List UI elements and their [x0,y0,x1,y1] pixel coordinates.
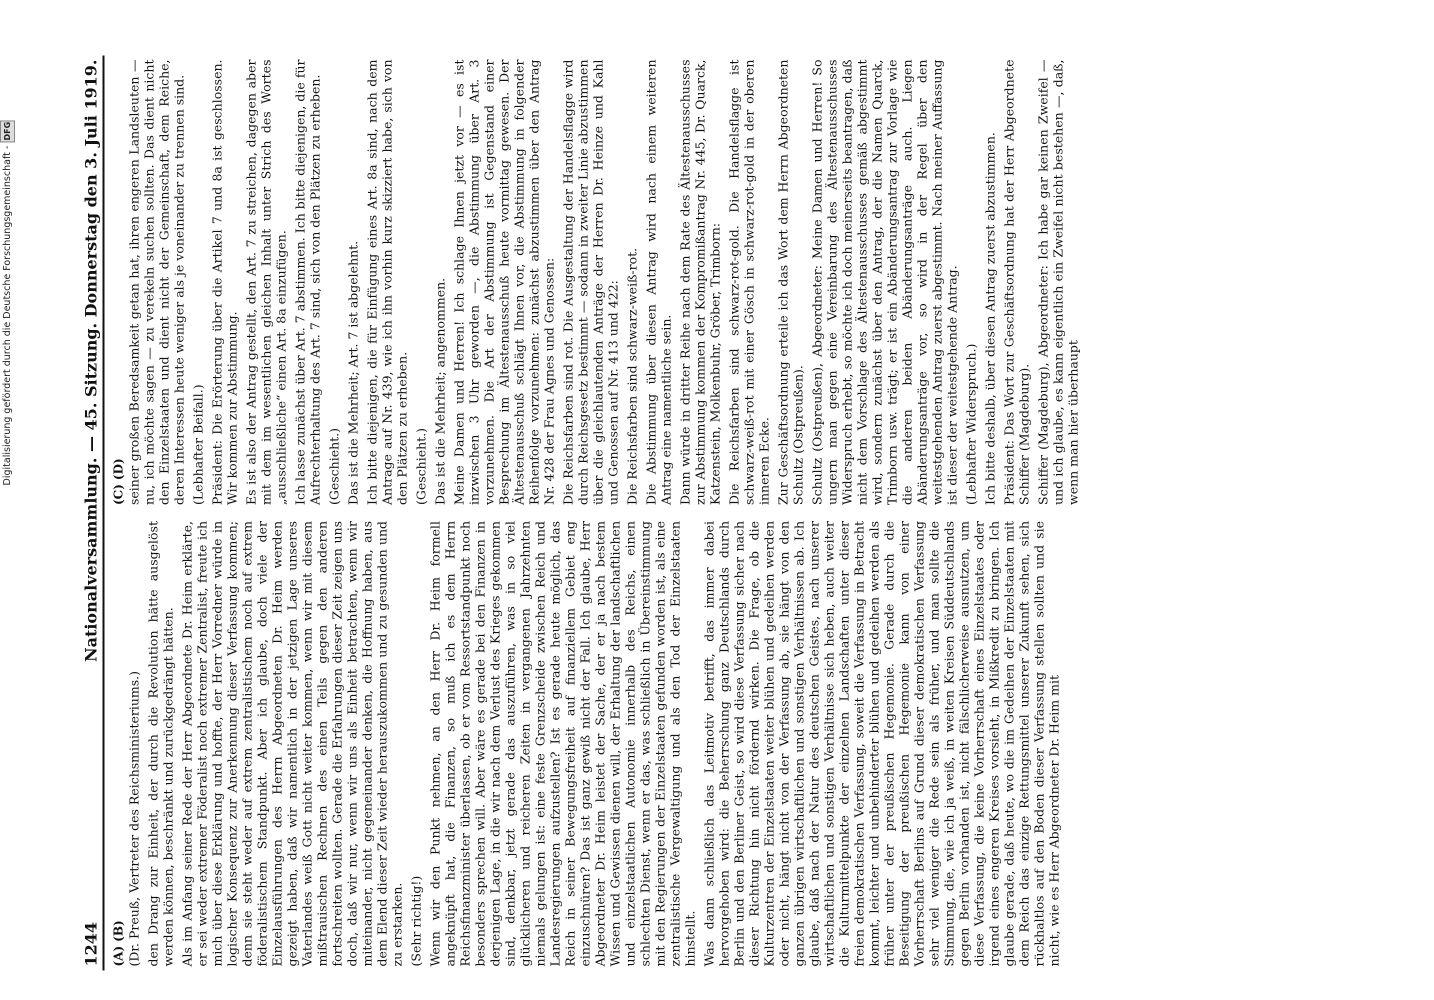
dfg-logo: DFG [0,120,15,143]
paragraph: Die Abstimmung über diesen Antrag wird nach einem weiteren Antrag eine namentliche sein. [643,59,674,505]
paragraph: Ich bitte deshalb, über diesen Antrag zuerst abzustimmen. [982,132,998,505]
margin-marker-d: (D) [111,458,126,481]
paragraph: Ich bitte diejenigen, die für Einfügung eines Art. 8a sind, nach dem Antrage auf Nr. 439, wie ich ihn vorhin kurz skizziert habe, sich von den Plätzen zu erheben. [364,59,410,505]
paragraph: Die Reichsfarben sind rot. Die Ausgestaltung der Handelsflagge wird durch Reichsgesetz bestimmt — sodann in zweiter Linie abzustimmen über die gleichlautenden Anträge der Herren Dr. Heinze und Kahl und Genossen auf Nr. 413 und 422: [560,59,621,505]
paragraph: (Geschieht.) [413,427,429,505]
rotated-page-area [80,55,1290,970]
paragraph: Das ist die Mehrheit; angenommen. [432,277,448,505]
paragraph: (Geschieht.) [326,427,342,505]
page-header [80,56,105,971]
paragraph: Als im Anfang seiner Rede der Herr Abgeordnete Dr. Heim erklärte, er sei weder extremer Föderalist noch extremer Zentralist, freute ich mich über diese Erklärung und hoffte, der Herr Vorredner würde in logischer Konsequenz zur Anerkennung dieser Verfassung kommen; denn sie steht weder auf extrem zentralistischem noch auf extrem föderalistischem Standpunkt. Aber ich glaube, doch viele der Einzelausführungen des Herrn Abgeordneten Dr. Heim werden gezeigt haben, daß wir namentlich in der jetzigen Lage unseres Vaterlandes weiß Gott nicht weiter kommen, wenn wir mit diesem mißtrauischen Rechnen des einen Teils gegen den anderen fortschreiten wollten. Gerade die Erfahrungen dieser Zeit zeigen uns doch, daß wir nur, wenn wir uns als Einheit betrachten, wenn wir miteinander, nicht gegeneinander denken, die Hoffnung haben, aus dem Elend dieser Zeit wieder herauszukommen und zu gesunden und zu erstarken. [179,521,405,967]
paragraph: (Lebhafter Widerspruch.) [963,343,979,505]
paragraph: Schultz (Ostpreußen), Abgeordneter: Meine Damen und Herren! So ungern man gegen eine Vereinbarung des Ältestenausschusses Widerspruch erhebt, so möchte ich doch meinerseits beantragen, daß nicht dem Vorschlage des Ältestenausschusses gemäß abgestimmt wird, sondern zunächst über den Antrag, der die Namen Quarck, Trimborn usw. trägt; er ist ein Abänderungsantrag zur Vorlage wie die anderen beiden Abänderungsanträge auch. Liegen Abänderungsanträge vor, so wird in der Regel über den weitestgehenden Antrag zuerst abgestimmt. Nach meiner Auffassung ist dieser der weitestgehende Antrag. [809,59,960,505]
margin-marker-b: (B) [111,920,126,942]
left-column [111,521,1085,967]
digitization-footer [2,120,13,485]
right-column [111,60,1085,506]
paragraph: Schiffer (Magdeburg), Abgeordneter: Ich habe gar keinen Zweifel — und ich glaube, es kann eigentlich ein Zweifel nicht bestehen —, daß, wenn man hier überhaupt [1035,59,1081,505]
paragraph: Wenn wir den Punkt nehmen, an den Herr Dr. Heim formell angeknüpft hat, die Finanzen, so muß ich es dem Herrn Reichsfinanzminister überlassen, ob er vom Ressortstandpunkt noch besonders sprechen will. Aber wäre es gerade bei den Finanzen in derjenigen Lage, in die wir nach dem Verlust des Krieges gekommen sind, denkbar, jetzt gerade das auszuführen, was in so viel glücklicheren und reicheren Zeiten in vergangenen Jahrzehnten niemals gelungen ist: eine feste Grenzscheide zwischen Reich und Landesregierungen aufzustellen? Ist es gerade heute möglich, das Reich in seiner Bewegungsfreiheit auf finanziellem Gebiet eng einzuschnüren? Das ist ganz gewiß nicht der Fall. Ich glaube, Herr Abgeordneter Dr. Heim leistet der Sache, der er ja nach bestem Wissen und Gewissen dienen will, der Erhaltung der landschaftlichen und einzelstaatlichen Autonomie innerhalb des Reichs, einen schlechten Dienst, wenn er das, was schließlich in Übereinstimmung mit den Regierungen der Einzelstaaten gefunden worden ist, als eine zentralistische Vergewaltigung und als den Tod der Einzelstaaten hinstellt. [427,521,698,967]
paragraph: Präsident: Die Erörterung über die Artikel 7 und 8a ist geschlossen. Wir kommen zur Abstimmung. [209,59,240,505]
paragraph: seiner großen Beredsamkeit getan hat, ihren engeren Landsleuten — nu, ich möchte sagen — zu verekeln suchen sollten. Das dient nicht den Einzelstaaten und dient nicht der Gemeinschaft, dem Reiche, deren Interessen heute weniger als je voneinander zu trennen sind. [126,59,187,505]
margin-marker-a: (A) [111,945,126,967]
paragraph: den Drang zur Einheit, der durch die Revolution hätte ausgelöst werden können, beschränkt und zurückgedrängt hätten. [145,521,176,967]
paragraph: Was dann schließlich das Leitmotiv betrifft, das immer dabei hervorgehoben wird: die Beherrschung ganz Deutschlands durch Berlin und den Berliner Geist, so wird diese Verfassung sicher nach dieser Richtung hin nicht fördernd wirken. Die Frage, ob die Kulturzentren der Einzelstaaten weiter blühen und gedeihen werden oder nicht, hängt nicht von der Verfassung ab, sie hängt von den ganzen übrigen wirtschaftlichen und sonstigen Verhältnissen ab. Ich glaube, daß nach der Natur des deutschen Geistes, nach unserer wirtschaftlichen und sonstigen Verhältnisse sich heben, auch weiter die Kulturmittelpunkte der einzelnen Landschaften unter dieser freien demokratischen Verfassung, soweit die Verfassung in Betracht kommt, leichter und unbehinderter blühen und gedeihen werden als früher unter der preußischen Hegemonie. Gerade durch die Beseitigung der preußischen Hegemonie kann von einer Vorherrschaft Berlins auf Grund dieser demokratischen Verfassung sehr viel weniger die Rede sein als früher, und man sollte die Stimmung, die, wie ich ja weiß, in weiten Kreisen Süddeutschlands gegen Berlin vorhanden ist, nicht fälschlicherweise ausnutzen, um diese Verfassung, die keine Vorherrschaft eines Einzelstaates oder irgend eines engeren Kreises vorsieht, in Mißkredit zu bringen. Ich glaube gerade, daß heute, wo die im Gedeihen der Einzelstaaten mit dem Reich das einzige Rettungsmittel unserer Zukunft sehen, sich rückhaltlos auf den Boden dieser Verfassung stellen sollten und sie nicht, wie es Herr Abgeordneter Dr. Heim mit [701,521,1062,967]
page-title: Nationalversammlung. — 45. Sitzung. Donnerstag den 3. Juli 1919. [81,59,101,663]
paragraph: Die Reichsfarben sind schwarz-rot-gold. Die Handelsflagge ist schwarz-weiß-rot mit einer Gösch in schwarz-rot-gold in der oberen inneren Ecke. [726,59,772,505]
paragraph: (Dr. Preuß, Vertreter des Reichsministeriums.) [126,670,142,967]
paragraph: (Sehr richtig!) [408,875,424,967]
paragraph: Präsident: Das Wort zur Geschäftsordnung hat der Herr Abgeordnete Schiffer (Magdeburg). [1001,59,1032,505]
page-number: 1244 [81,921,101,967]
paragraph: Zur Geschäftsordnung erteile ich das Wort dem Herrn Abgeordneten Schultz (Ostpreußen). [775,59,806,505]
paragraph: Meine Damen und Herren! Ich schlage Ihnen jetzt vor — es ist inzwischen 3 Uhr geworden —, die Abstimmung über Art. 3 vorzunehmen. Die Art der Abstimmung ist Gegenstand einer Besprechung im Ältestenausschuß heute vormittag gewesen. Der Ältestenausschuß schlägt Ihnen vor, die Abstimmung in folgender Reihenfolge vorzunehmen: zunächst abzustimmen über den Antrag Nr. 428 der Frau Agnes und Genossen: [451,59,557,505]
page-content [80,56,1290,971]
footer-text: Digitalisierung gefördert durch die Deutsche Forschungsgemeinschaft - [2,145,13,486]
margin-marker-c: (C) [111,484,126,505]
paragraph: Dann würde in dritter Reihe nach dem Rate des Ältestenausschusses zur Abstimmung kommen der Kompromißantrag Nr. 445, Dr. Quarck, Katzenstein, Molkenbuhr, Gröber, Trimborn: [677,59,723,505]
paragraph: Die Reichsfarben sind schwarz-weiß-rot. [624,247,640,505]
paragraph: (Lebhafter Beifall.) [190,384,206,505]
paragraph: Es ist also der Antrag gestellt, den Art. 7 zu streichen, dagegen aber mit dem im wesentlichen gleichen Inhalt unter Strich des Wortes „ausschließliche“ einen Art. 8a einzufügen. [243,59,289,505]
paragraph: Ich lasse zunächst über Art. 7 abstimmen. Ich bitte diejenigen, die für Aufrechterhaltung des Art. 7 sind, sich von den Plätzen zu erheben. [292,59,323,505]
paragraph: Das ist die Mehrheit; Art. 7 ist abgelehnt. [345,240,361,505]
